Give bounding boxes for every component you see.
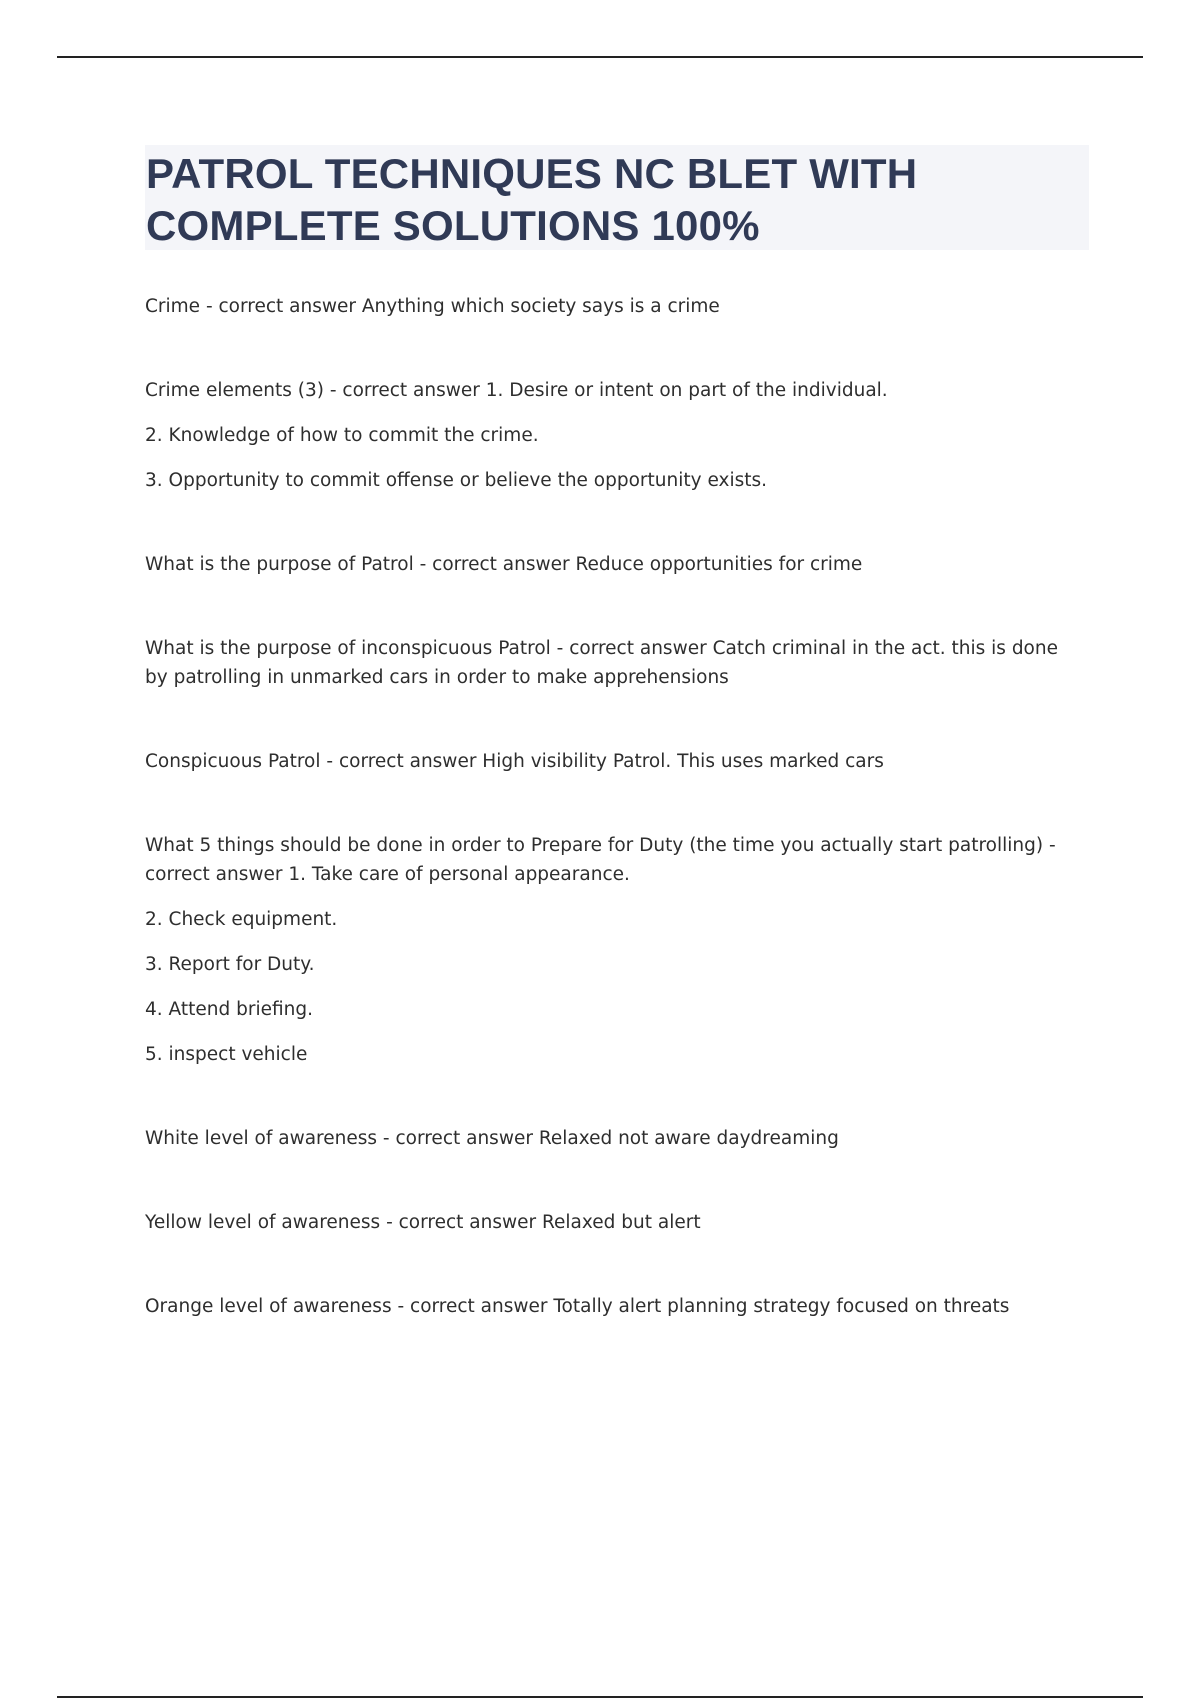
qa-text: 2. Check equipment. xyxy=(145,909,338,930)
qa-item-conspicuous-patrol xyxy=(145,747,1075,776)
qa-item-inconspicuous-patrol xyxy=(145,634,1075,692)
qa-item-yellow-awareness xyxy=(145,1208,1075,1237)
qa-text: 3. Opportunity to commit offense or believe the opportunity exists. xyxy=(145,470,768,491)
qa-text: 4. Attend briefing. xyxy=(145,999,313,1020)
qa-text: 3. Report for Duty. xyxy=(145,954,315,975)
footer-divider xyxy=(57,1696,1143,1698)
qa-text: Conspicuous Patrol - correct answer High visibility Patrol. This uses marked cars xyxy=(145,751,884,772)
qa-text: Yellow level of awareness - correct answer Relaxed but alert xyxy=(145,1212,701,1233)
document-title xyxy=(146,145,1089,252)
qa-item-crime-elements xyxy=(145,376,1075,495)
qa-text: Orange level of awareness - correct answer Totally alert planning strategy focused on threats xyxy=(145,1296,1010,1317)
qa-text: Crime elements (3) - correct answer 1. Desire or intent on part of the individual. xyxy=(145,380,888,401)
qa-item-white-awareness xyxy=(145,1124,1075,1153)
qa-item-crime xyxy=(145,292,1075,321)
qa-text: What is the purpose of Patrol - correct answer Reduce opportunities for crime xyxy=(145,554,863,575)
qa-text: 5. inspect vehicle xyxy=(145,1044,308,1065)
title-line-1: PATROL TECHNIQUES NC BLET WITH xyxy=(146,150,918,197)
qa-item-prepare-for-duty xyxy=(145,831,1075,1069)
qa-text: 2. Knowledge of how to commit the crime. xyxy=(145,425,539,446)
qa-text: What 5 things should be done in order to Prepare for Duty (the time you actually start patrolling) - correct answer 1. Take care of personal appearance. xyxy=(145,835,1056,885)
qa-item-purpose-of-patrol xyxy=(145,550,1075,579)
qa-text: What is the purpose of inconspicuous Patrol - correct answer Catch criminal in the act. this is done by patrolling in unmarked cars in order to make apprehensions xyxy=(145,638,1058,688)
qa-text: White level of awareness - correct answer Relaxed not aware daydreaming xyxy=(145,1128,839,1149)
header-divider xyxy=(57,56,1143,58)
qa-list xyxy=(145,292,1075,1321)
title-block xyxy=(145,145,1089,250)
qa-item-orange-awareness xyxy=(145,1292,1075,1321)
title-line-2: COMPLETE SOLUTIONS 100% xyxy=(146,202,760,249)
qa-text: Crime - correct answer Anything which society says is a crime xyxy=(145,296,720,317)
